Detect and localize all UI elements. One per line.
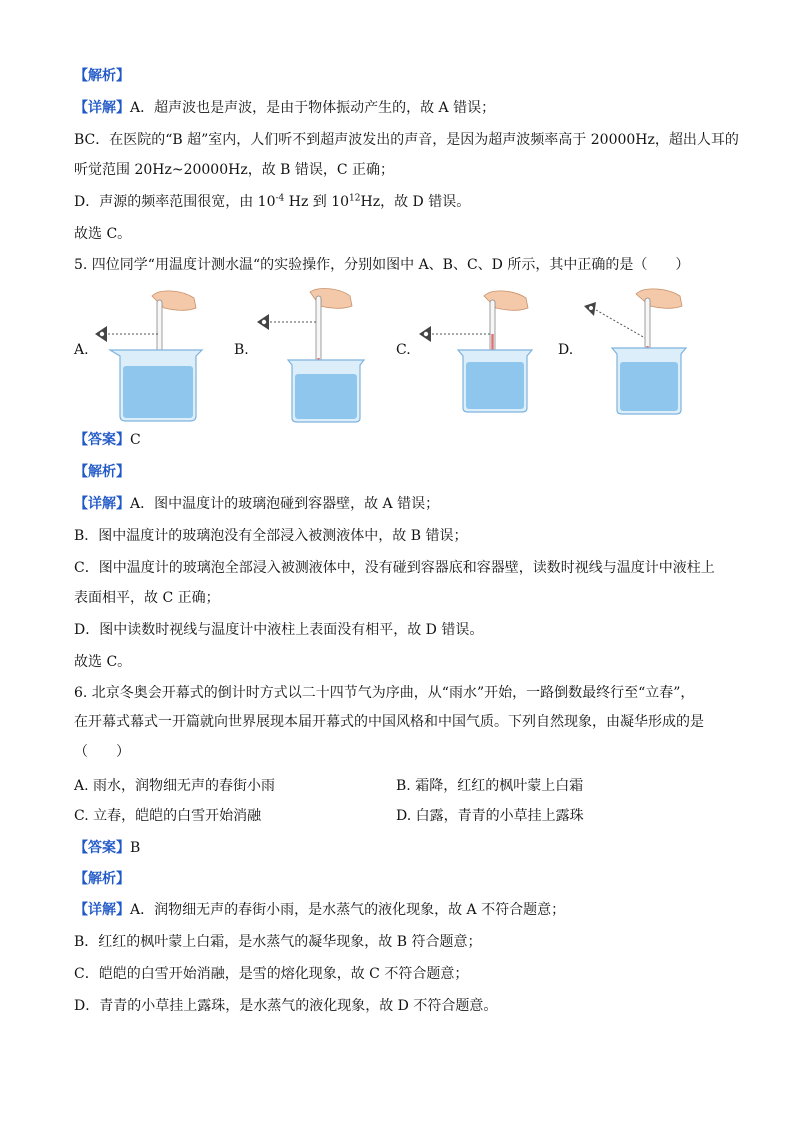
q4-detail-bc-line1: BC．在医院的“B 超”室内，人们听不到超声波发出的声音，是因为超声波频率高于 20000Hz，超出人耳的 [74,132,739,148]
q6-option-d: D. 白露，青青的小草挂上露珠 [396,808,584,824]
q6-answer: 【答案】B [74,840,141,856]
figure-label-c: C. [396,342,411,358]
eye-icon [95,326,107,342]
q5-analysis-heading: 【解析】 [74,464,130,480]
figure-b-thermometer-beaker [252,288,402,423]
q5-detail-a: 【详解】A．图中温度计的玻璃泡碰到容器壁，故 A 错误； [74,496,440,512]
eye-icon [257,314,269,330]
q6-option-a: A. 雨水，润物细无声的春街小雨 [74,778,276,794]
q4-detail-a: 【详解】A．超声波也是声波，是由于物体振动产生的，故 A 错误； [74,100,496,116]
eye-icon [584,302,596,316]
q5-detail-c-line1: C．图中温度计的玻璃泡全部浸入被测液体中，没有碰到容器底和容器壁，读数时视线与温度计中液柱上 [74,560,715,576]
q5-stem: 5. 四位同学“用温度计测水温“的实验操作，分别如图中 A、B、C、D 所示，其中正确的是（ ） [74,257,690,273]
q6-option-b: B. 霜降，红红的枫叶蒙上白霜 [396,778,584,794]
q4-detail-d: D．声源的频率范围很宽，由 $10^{-4}$ Hz 到 $10^{12}Hz$，故 D 错误。 [74,193,471,210]
q6-detail-b: B．红红的枫叶蒙上白霜，是水蒸气的凝华现象，故 B 符合题意； [74,934,482,950]
q6-detail-a: 【详解】A．润物细无声的春街小雨，是水蒸气的液化现象，故 A 不符合题意； [74,902,566,918]
q6-stem-line2: 在开幕式幕式一开篇就向世界展现本届开幕式的中国风格和中国气质。下列自然现象，由凝华形成的是 [74,714,704,730]
figure-label-a: A. [74,342,89,358]
q6-detail-c: C．皑皑的白雪开始消融，是雪的熔化现象，故 C 不符合题意； [74,966,469,982]
figure-a-thermometer-beaker [90,288,240,423]
figure-c-thermometer-beaker [414,288,564,423]
figure-label-b: B. [234,342,249,358]
q5-detail-d: D．图中读数时视线与温度计中液柱上表面没有相平，故 D 错误。 [74,622,484,638]
q6-stem-line1: 6. 北京冬奥会开幕式的倒计时方式以二十四节气为序曲，从“雨水”开始，一路倒数最终行至“立春”， [74,685,695,701]
q4-conclusion: 故选 C。 [74,226,132,242]
q6-stem-line3: （ ） [74,744,130,760]
q6-analysis-heading: 【解析】 [74,871,130,887]
q5-conclusion: 故选 C。 [74,654,132,670]
figure-label-d: D. [558,342,574,358]
q6-detail-d: D．青青的小草挂上露珠，是水蒸气的液化现象，故 D 不符合题意。 [74,998,498,1014]
q5-detail-b: B．图中温度计的玻璃泡没有全部浸入被测液体中，故 B 错误； [74,528,468,544]
eye-icon [419,326,431,342]
q4-detail-bc-line2: 听觉范围 20Hz~20000Hz，故 B 错误，C 正确； [74,162,395,178]
q6-option-c: C. 立春，皑皑的白雪开始消融 [74,808,262,824]
q5-answer: 【答案】C [74,432,141,448]
q5-detail-c-line2: 表面相平，故 C 正确； [74,590,220,606]
q4-analysis-heading: 【解析】 [74,68,130,84]
figure-d-thermometer-beaker [576,288,726,423]
